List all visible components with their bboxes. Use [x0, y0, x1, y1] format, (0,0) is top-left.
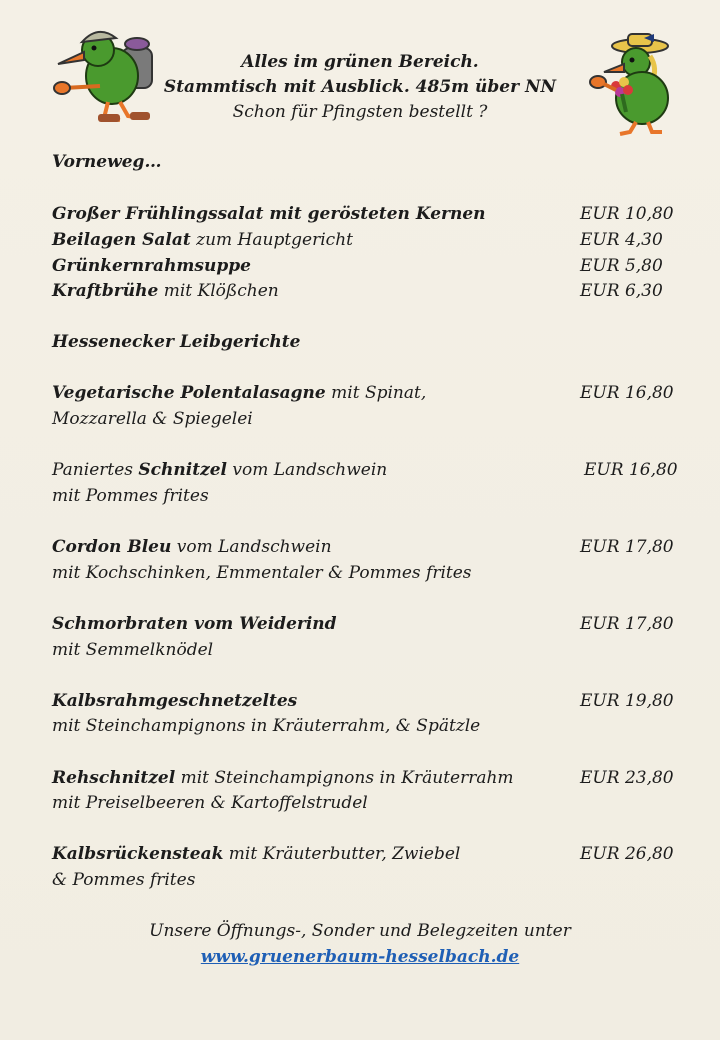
item-name: Grünkernrahmsuppe — [52, 256, 251, 276]
menu-item — [52, 279, 279, 303]
item-desc-line-2: mit Pommes frites — [52, 486, 209, 506]
website-link[interactable]: www.gruenerbaum-hesselbach.de — [200, 947, 520, 967]
section-title-vorneweg: Vorneweg… — [52, 152, 162, 172]
header-line-3: Schon für Pfingsten bestellt ? — [232, 102, 488, 122]
header-line-1: Alles im grünen Bereich. — [241, 52, 479, 72]
item-name: Beilagen Salat — [52, 230, 191, 250]
item-price: EUR 4,30 — [580, 230, 663, 250]
header-line-2: Stammtisch mit Ausblick. 485m über NN — [163, 77, 557, 97]
item-price: EUR 19,80 — [580, 691, 674, 711]
footer-text: Unsere Öffnungs-, Sonder und Belegzeiten unter — [149, 921, 571, 941]
item-desc-line-2: Mozzarella & Spiegelei — [52, 409, 253, 429]
item-desc-line-2: mit Steinchampignons in Kräuterrahm, & Spätzle — [52, 716, 481, 736]
item-desc: vom Landschwein — [227, 460, 388, 480]
menu-item — [52, 254, 251, 278]
item-name: Kalbsrückensteak — [52, 844, 224, 864]
item-price: EUR 16,80 — [584, 460, 678, 480]
item-name: Kraftbrühe — [52, 281, 159, 301]
menu-header — [140, 50, 580, 125]
item-desc-line-2: & Pommes frites — [52, 870, 196, 890]
item-name: Vegetarische Polentalasagne — [52, 383, 326, 403]
item-price: EUR 5,80 — [580, 256, 663, 276]
item-desc: mit Kräuterbutter, Zwiebel — [223, 844, 461, 864]
menu-item — [52, 228, 353, 252]
item-desc-line-2: mit Preiselbeeren & Kartoffelstrudel — [52, 793, 368, 813]
item-price: EUR 10,80 — [580, 204, 674, 224]
section-title-leibgerichte: Hessenecker Leibgerichte — [52, 332, 301, 352]
menu-item — [52, 612, 337, 636]
item-price: EUR 17,80 — [580, 537, 674, 557]
item-price: EUR 6,30 — [580, 281, 663, 301]
menu-item — [52, 766, 514, 790]
menu-item — [52, 535, 332, 559]
menu-footer — [0, 918, 720, 970]
item-price: EUR 23,80 — [580, 768, 674, 788]
item-name: Großer Frühlingssalat mit gerösteten Kernen — [52, 204, 486, 224]
menu-item — [52, 458, 387, 482]
item-name: Schmorbraten vom Weiderind — [52, 614, 337, 634]
item-price: EUR 26,80 — [580, 844, 674, 864]
item-desc-line-2: mit Kochschinken, Emmentaler & Pommes frites — [52, 563, 472, 583]
item-prefix: Paniertes — [52, 460, 139, 480]
item-name: Cordon Bleu — [52, 537, 172, 557]
item-price: EUR 16,80 — [580, 383, 674, 403]
item-name: Schnitzel — [138, 460, 227, 480]
menu-item — [52, 202, 486, 226]
item-desc: mit Spinat, — [325, 383, 427, 403]
item-desc: mit Steinchampignons in Kräuterrahm — [175, 768, 514, 788]
item-desc: mit Klößchen — [158, 281, 279, 301]
item-price: EUR 17,80 — [580, 614, 674, 634]
menu-item — [52, 689, 297, 713]
menu-item — [52, 381, 426, 405]
item-name: Rehschnitzel — [52, 768, 176, 788]
item-desc: vom Landschwein — [171, 537, 332, 557]
item-name: Kalbsrahmgeschnetzeltes — [52, 691, 298, 711]
item-desc-line-2: mit Semmelknödel — [52, 640, 214, 660]
menu-item — [52, 842, 460, 866]
item-desc: zum Hauptgericht — [190, 230, 353, 250]
lady-bird-icon — [586, 28, 686, 136]
